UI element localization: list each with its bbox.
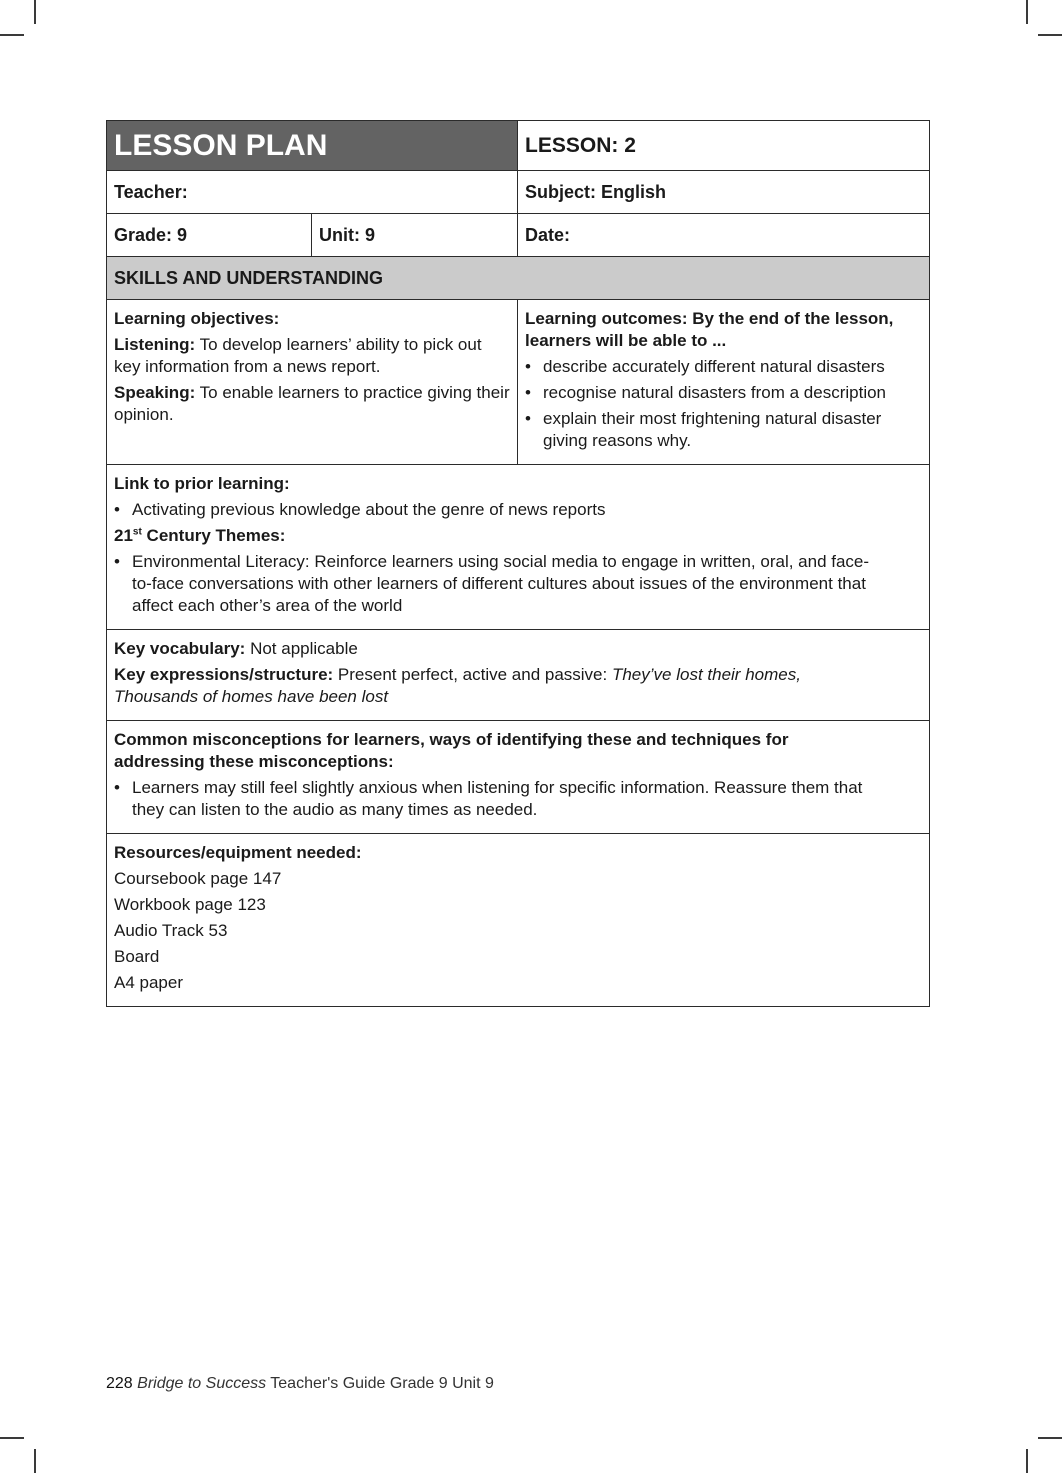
speaking-text: To enable learners to practice giving their opinion. [114,383,510,424]
grade-field: Grade: 9 [107,214,312,257]
unit-field: Unit: 9 [312,214,518,257]
page-number: 228 [106,1375,133,1392]
learning-outcomes-cell [518,300,930,465]
crop-mark-top-right-h [1038,34,1062,36]
resources-row [107,834,930,1007]
listening-text: To develop learners’ ability to pick out key information from a news report. [114,335,482,376]
themes-ordinal: st [132,526,142,538]
themes-label: Century Themes: [141,526,286,545]
listening-objective [114,334,510,378]
list-item: • Activating previous knowledge about the genre of news reports [114,499,922,521]
resource-item: A4 paper [114,973,183,992]
resources-cell [107,834,930,1007]
prior-learning-cell [107,465,930,630]
list-item: • Environmental Literacy: Reinforce learners using social media to engage in written, oral, and face-to-face conversations with other learners of different cultures about issues of the environment that affect each other’s area of the world [114,551,872,617]
skills-heading-row [107,257,930,300]
resources-heading: Resources/equipment needed: [114,843,362,862]
list-item: • recognise natural disasters from a description [525,382,922,404]
crop-mark-top-right-v [1026,0,1028,24]
prior-learning-row [107,465,930,630]
misconceptions-list [114,777,869,821]
learning-outcomes-heading: Learning outcomes: By the end of the lesson, learners will be able to ... [525,309,894,350]
lesson-plan-table [106,120,930,1007]
page-footer [106,1375,494,1393]
misconceptions-row [107,721,930,834]
key-vocabulary [114,638,869,660]
teacher-row [107,171,930,214]
vocabulary-row [107,630,930,721]
listening-label: Listening: [114,335,196,354]
lesson-number: LESSON: 2 [518,121,930,171]
subject-field: Subject: English [518,171,930,214]
learning-objectives-heading: Learning objectives: [114,309,280,328]
list-item: • describe accurately different natural disasters [525,356,922,378]
crop-mark-top-left-v [34,0,36,24]
key-expressions-label: Key expressions/structure: [114,665,334,684]
prior-learning-heading: Link to prior learning: [114,474,290,493]
key-vocabulary-text: Not applicable [245,639,358,658]
list-item: • explain their most frightening natural disaster giving reasons why. [525,408,922,452]
grade-row [107,214,930,257]
resource-item: Workbook page 123 [114,895,266,914]
key-vocabulary-label: Key vocabulary: [114,639,246,658]
misconceptions-heading: Common misconceptions for learners, ways of identifying these and techniques for addressing these misconceptions: [114,730,789,771]
crop-mark-bottom-right-v [1026,1449,1028,1473]
speaking-objective [114,382,510,426]
skills-section-heading: SKILLS AND UNDERSTANDING [107,257,930,300]
resource-item: Coursebook page 147 [114,869,282,888]
crop-mark-bottom-left-h [0,1437,24,1439]
footer-text: Teacher's Guide Grade 9 Unit 9 [266,1375,494,1392]
prior-learning-list [114,499,922,521]
learning-objectives-cell [107,300,518,465]
crop-mark-top-left-h [0,34,24,36]
century-themes-list [114,551,922,617]
list-item: • Learners may still feel slightly anxious when listening for specific information. Reassure them that they can listen to the audio as many times as needed. [114,777,869,821]
resource-item: Board [114,947,160,966]
resource-item: Audio Track 53 [114,921,228,940]
themes-number: 21 [114,526,133,545]
objectives-outcomes-row [107,300,930,465]
crop-mark-bottom-left-v [34,1449,36,1473]
book-title: Bridge to Success [137,1375,267,1392]
teacher-field: Teacher: [107,171,518,214]
title-row [107,121,930,171]
misconceptions-cell [107,721,930,834]
speaking-label: Speaking: [114,383,196,402]
date-field: Date: [518,214,930,257]
vocabulary-cell [107,630,930,721]
key-expressions-examples: They’ve lost their homes, Thousands of homes have been lost [114,665,801,706]
key-expressions-text: Present perfect, active and passive: [333,665,612,684]
lesson-plan-title: LESSON PLAN [107,121,518,171]
key-expressions [114,664,869,708]
century-themes-heading [114,525,922,547]
crop-mark-bottom-right-h [1038,1437,1062,1439]
learning-outcomes-list [525,356,922,452]
